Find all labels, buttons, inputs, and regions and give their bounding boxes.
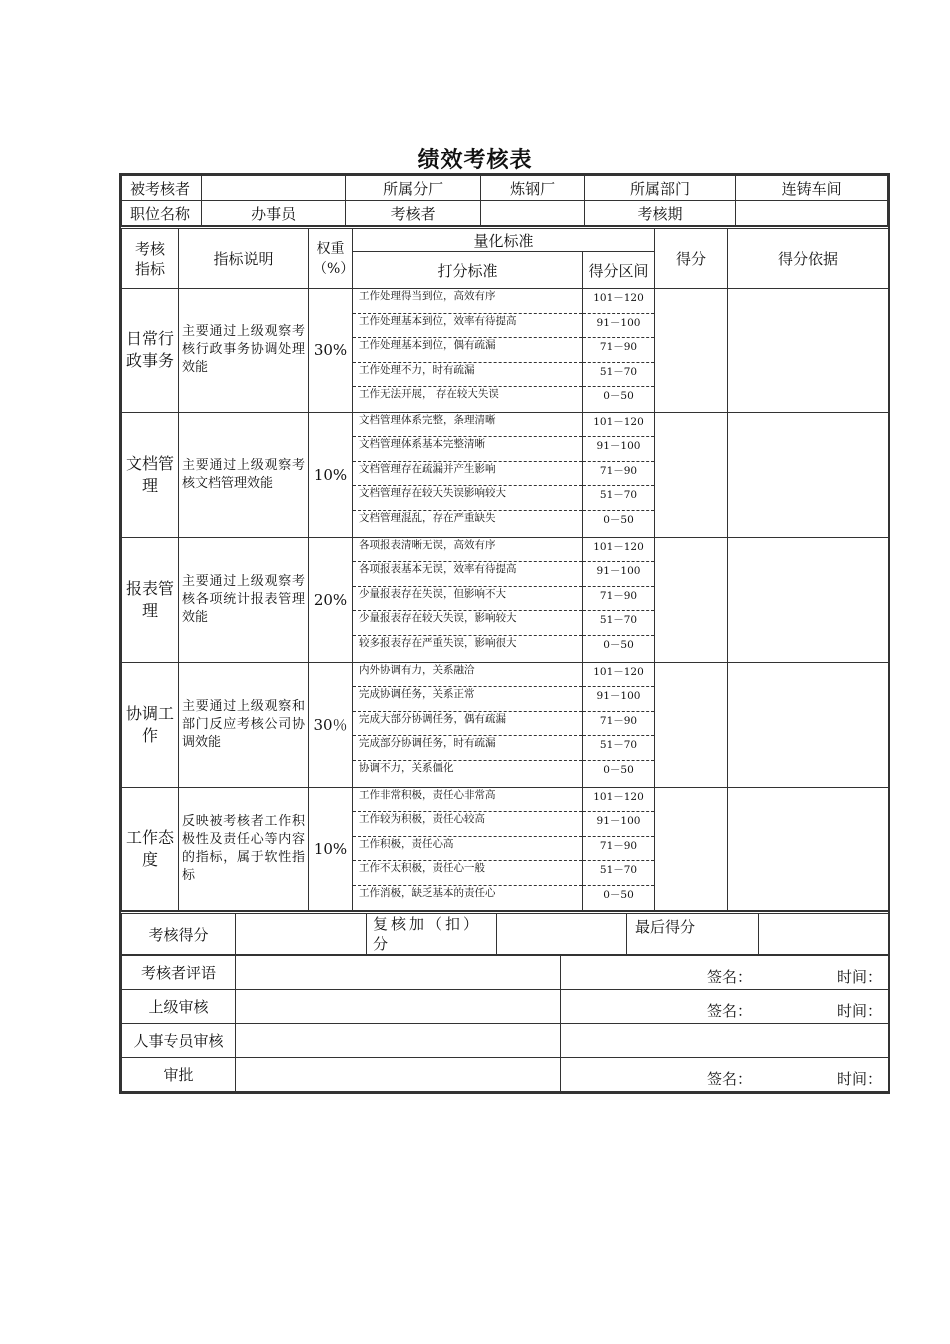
sign-label: 签名： — [707, 1002, 753, 1020]
examiner-field[interactable] — [481, 201, 584, 226]
comment-field[interactable] — [236, 956, 561, 990]
criteria-item: 工作处理基本到位，偶有疏漏 — [353, 338, 582, 363]
indicator-description: 主要通过上级观察考核各项统计报表管理效能 — [179, 537, 309, 662]
criteria-cell — [353, 787, 583, 911]
criteria-item: 工作较为积极，责任心较高 — [353, 812, 582, 837]
range-item: 71－90 — [583, 462, 654, 487]
range-item: 0－50 — [603, 638, 634, 651]
dept-field[interactable]: 连铸车间 — [736, 176, 888, 201]
position-field[interactable]: 办事员 — [202, 201, 346, 226]
final-label: 最后得分 — [627, 913, 759, 955]
indicator-row — [122, 787, 889, 911]
criteria-item: 文档管理存在较大失误影响较大 — [353, 486, 582, 511]
criteria-item: 各项报表清晰无误，高效有序 — [353, 538, 582, 563]
range-item: 91－100 — [583, 562, 654, 587]
indicator-weight: 20% — [309, 537, 353, 662]
comment-label: 考核者评语 — [122, 956, 236, 990]
sign-label: 签名： — [707, 1070, 753, 1088]
page-title: 绩效考核表 — [417, 147, 533, 173]
indicator-name: 日常行政事务 — [122, 289, 179, 413]
approve-label: 审批 — [122, 1058, 236, 1092]
range-item: 91－100 — [583, 437, 654, 462]
appraisal-form — [119, 173, 890, 1094]
criteria-item: 少量报表存在较大失误，影响较大 — [353, 611, 582, 636]
criteria-item: 完成大部分协调任务，偶有疏漏 — [353, 712, 582, 737]
range-cell — [583, 537, 655, 662]
col-weight: 权重（%） — [309, 228, 353, 289]
indicator-row — [122, 537, 889, 662]
col-range: 得分区间 — [583, 252, 655, 289]
review-label: 复核加（扣）分 — [367, 913, 497, 955]
range-item: 101－120 — [583, 538, 654, 563]
time-label: 时间： — [837, 968, 883, 986]
dept-label: 所属部门 — [584, 176, 736, 201]
criteria-cell — [353, 662, 583, 787]
criteria-item: 工作不太积极，责任心一般 — [353, 861, 582, 886]
examinee-field[interactable] — [202, 176, 346, 201]
range-item: 0－50 — [603, 513, 634, 526]
score-input[interactable] — [655, 662, 728, 787]
range-item: 51－70 — [583, 611, 654, 636]
indicator-row — [122, 289, 889, 413]
criteria-item: 文档管理体系完整，条理清晰 — [353, 413, 582, 438]
col-score: 得分 — [655, 228, 728, 289]
score-field[interactable] — [236, 913, 367, 955]
range-item: 71－90 — [583, 587, 654, 612]
indicator-name: 协调工作 — [122, 662, 179, 787]
range-item: 101－120 — [583, 788, 654, 813]
period-label: 考核期 — [584, 201, 736, 226]
indicator-description: 主要通过上级观察考核行政事务协调处理效能 — [179, 289, 309, 413]
range-cell — [583, 787, 655, 911]
criteria-item: 工作无法开展， 存在较大失误 — [359, 388, 499, 400]
approve-signature[interactable] — [561, 1058, 889, 1092]
criteria-item: 各项报表基本无误，效率有待提高 — [353, 562, 582, 587]
branch-label: 所属分厂 — [345, 176, 481, 201]
range-cell — [583, 412, 655, 537]
range-item: 71－90 — [583, 837, 654, 862]
final-field[interactable] — [759, 913, 889, 955]
superior-field[interactable] — [236, 990, 561, 1024]
score-input[interactable] — [655, 537, 728, 662]
score-input[interactable] — [655, 412, 728, 537]
criteria-item: 文档管理混乱，存在严重缺失 — [359, 511, 496, 524]
range-item: 0－50 — [603, 390, 634, 402]
criteria-cell — [353, 412, 583, 537]
indicator-row — [122, 662, 889, 787]
indicator-weight: 10% — [309, 412, 353, 537]
footer-table — [121, 911, 889, 955]
approve-field[interactable] — [236, 1058, 561, 1092]
criteria-cell — [353, 537, 583, 662]
indicator-weight: 10% — [309, 787, 353, 911]
range-item: 91－100 — [583, 812, 654, 837]
examiner-label: 考核者 — [345, 201, 481, 226]
period-field[interactable] — [736, 201, 888, 226]
range-cell — [583, 289, 655, 413]
examinee-label: 被考核者 — [122, 176, 202, 201]
header-table — [121, 175, 888, 226]
basis-input[interactable] — [728, 537, 889, 662]
time-label: 时间： — [837, 1002, 883, 1020]
col-basis: 得分依据 — [728, 228, 889, 289]
criteria-item: 工作非常积极，责任心非常高 — [353, 788, 582, 813]
superior-label: 上级审核 — [122, 990, 236, 1024]
range-item: 101－120 — [583, 663, 654, 688]
score-input[interactable] — [655, 787, 728, 911]
basis-input[interactable] — [728, 662, 889, 787]
indicator-name: 文档管理 — [122, 412, 179, 537]
indicator-weight: 30% — [309, 289, 353, 413]
range-item: 51－70 — [583, 736, 654, 761]
superior-signature[interactable] — [561, 990, 889, 1024]
criteria-item: 完成协调任务，关系正常 — [353, 687, 582, 712]
range-cell — [583, 662, 655, 787]
range-item: 71－90 — [583, 712, 654, 737]
indicator-description: 主要通过上级观察考核文档管理效能 — [179, 412, 309, 537]
range-item: 91－100 — [583, 314, 654, 339]
criteria-item: 文档管理存在疏漏并产生影响 — [353, 462, 582, 487]
range-item: 91－100 — [583, 687, 654, 712]
range-item: 51－70 — [583, 861, 654, 886]
criteria-item: 少量报表存在失误，但影响不大 — [353, 587, 582, 612]
indicator-description: 主要通过上级观察和部门反应考核公司协调效能 — [179, 662, 309, 787]
hr-label: 人事专员审核 — [122, 1024, 236, 1058]
criteria-item: 协调不力，关系僵化 — [359, 761, 454, 774]
criteria-item: 文档管理体系基本完整清晰 — [353, 437, 582, 462]
indicator-weight: 30％ — [309, 662, 353, 787]
col-quant: 量化标准 — [353, 228, 655, 252]
review-field[interactable] — [497, 913, 627, 955]
range-item: 0－50 — [603, 763, 634, 776]
sign-label: 签名： — [707, 968, 753, 986]
hr-signature[interactable] — [561, 1024, 889, 1058]
indicator-table — [121, 226, 889, 911]
score-input[interactable] — [655, 289, 728, 413]
indicator-row — [122, 412, 889, 537]
comment-signature[interactable] — [561, 956, 889, 990]
col-description: 指标说明 — [179, 228, 309, 289]
range-item: 0－50 — [603, 888, 634, 901]
criteria-item: 工作处理得当到位，高效有序 — [353, 289, 582, 314]
basis-input[interactable] — [728, 787, 889, 911]
criteria-item: 完成部分协调任务，时有疏漏 — [353, 736, 582, 761]
criteria-item: 工作消极，缺乏基本的责任心 — [359, 886, 496, 899]
score-label: 考核得分 — [122, 913, 236, 955]
criteria-item: 工作积极，责任心高 — [353, 837, 582, 862]
range-item: 71－90 — [583, 338, 654, 363]
criteria-item: 内外协调有力，关系融洽 — [353, 663, 582, 688]
criteria-item: 工作处理基本到位，效率有待提高 — [353, 314, 582, 339]
review-table — [121, 955, 889, 1092]
criteria-cell — [353, 289, 583, 413]
criteria-item: 较多报表存在严重失误，影响很大 — [359, 636, 517, 649]
branch-field[interactable]: 炼钢厂 — [481, 176, 584, 201]
position-label: 职位名称 — [122, 201, 202, 226]
indicator-name: 报表管理 — [122, 537, 179, 662]
range-item: 51－70 — [583, 363, 654, 388]
col-indicator: 考核指标 — [122, 228, 179, 289]
col-criteria: 打分标准 — [353, 252, 583, 289]
indicator-description: 反映被考核者工作积极性及责任心等内容的指标，属于软性指标 — [179, 787, 309, 911]
range-item: 101－120 — [583, 289, 654, 314]
basis-input[interactable] — [728, 289, 889, 413]
range-item: 101－120 — [583, 413, 654, 438]
hr-field[interactable] — [236, 1024, 561, 1058]
range-item: 51－70 — [583, 486, 654, 511]
indicator-name: 工作态度 — [122, 787, 179, 911]
time-label: 时间： — [837, 1070, 883, 1088]
criteria-item: 工作处理不力，时有疏漏 — [353, 363, 582, 388]
basis-input[interactable] — [728, 412, 889, 537]
